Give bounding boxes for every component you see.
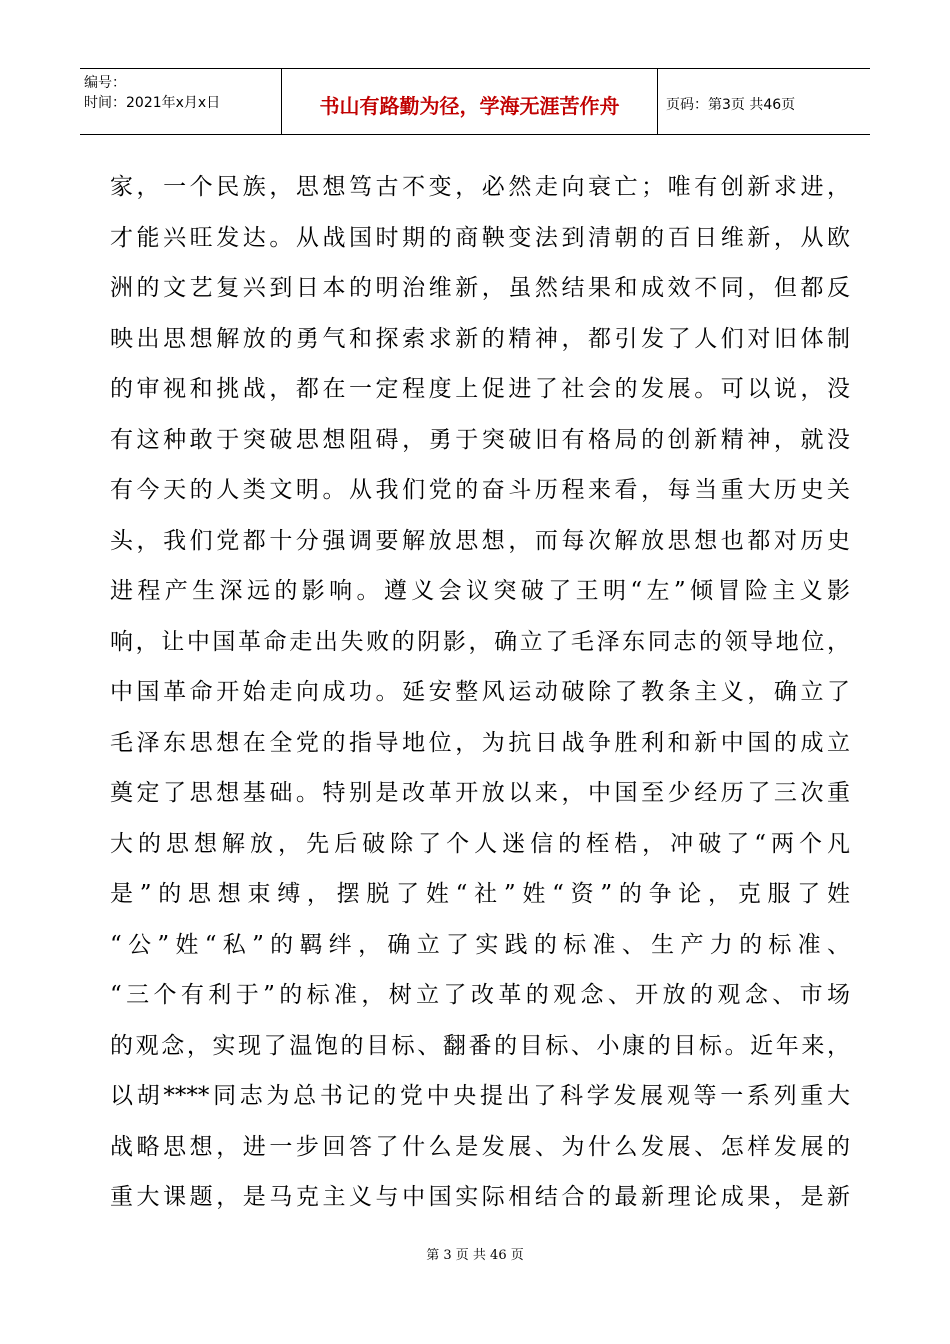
page-footer: 第 3 页 共 46 页 [426, 1248, 524, 1263]
text-line: 奠定了思想基础。特别是改革开放以来，中国至少经历了三次重 [110, 780, 850, 806]
header-motto: 书山有路勤为径，学海无涯苦作舟 [282, 69, 658, 134]
text-line: 战略思想，进一步回答了什么是发展、为什么发展、怎样发展的 [110, 1133, 850, 1160]
time-label: 时间：2021年x月x日 [84, 95, 221, 111]
text-line: 大的思想解放，先后破除了个人迷信的桎梏，冲破了“两个凡 [110, 830, 850, 857]
text-line: 中国革命开始走向成功。延安整风运动破除了教条主义，确立了 [110, 679, 850, 705]
number-label: 编号： [84, 75, 126, 91]
text-line: 有今天的人类文明。从我们党的奋斗历程来看，每当重大历史关 [110, 477, 850, 503]
text-line: 映出思想解放的勇气和探索求新的精神，都引发了人们对旧体制 [110, 325, 850, 352]
text-line: 有这种敢于突破思想阻碍，勇于突破旧有格局的创新精神，就没 [110, 426, 850, 453]
text-line: “公”姓“私”的羁绊，确立了实践的标准、生产力的标准、 [110, 931, 850, 958]
document-body [110, 162, 850, 1223]
header-meta [80, 69, 282, 134]
text-line: 进程产生深远的影响。遵义会议突破了王明“左”倾冒险主义影 [110, 578, 850, 604]
page-header [80, 68, 870, 135]
text-line: “三个有利于”的标准，树立了改革的观念、开放的观念、市场 [110, 982, 850, 1008]
text-line: 以胡****同志为总书记的党中央提出了科学发展观等一系列重大 [110, 1083, 850, 1109]
text-line: 头，我们党都十分强调要解放思想，而每次解放思想也都对历史 [110, 527, 850, 554]
text-line: 重大课题，是马克主义与中国实际相结合的最新理论成果，是新 [110, 1184, 850, 1210]
text-line: 响，让中国革命走出失败的阴影，确立了毛泽东同志的领导地位， [110, 628, 850, 655]
text-line: 才能兴旺发达。从战国时期的商鞅变法到清朝的百日维新，从欧 [110, 224, 850, 251]
text-line: 的观念，实现了温饱的目标、翻番的目标、小康的目标。近年来， [110, 1032, 850, 1059]
text-line: 毛泽东思想在全党的指导地位，为抗日战争胜利和新中国的成立 [110, 729, 850, 756]
text-line: 家，一个民族，思想笃古不变，必然走向衰亡；唯有创新求进， [110, 174, 850, 200]
text-line: 洲的文艺复兴到日本的明治维新，虽然结果和成效不同，但都反 [110, 275, 850, 301]
text-line: 是”的思想束缚，摆脱了姓“社”姓“资”的争论，克服了姓 [110, 881, 850, 907]
header-page-code: 页码：第3页 共46页 [666, 96, 796, 113]
text-line: 的审视和挑战，都在一定程度上促进了社会的发展。可以说，没 [110, 376, 850, 402]
